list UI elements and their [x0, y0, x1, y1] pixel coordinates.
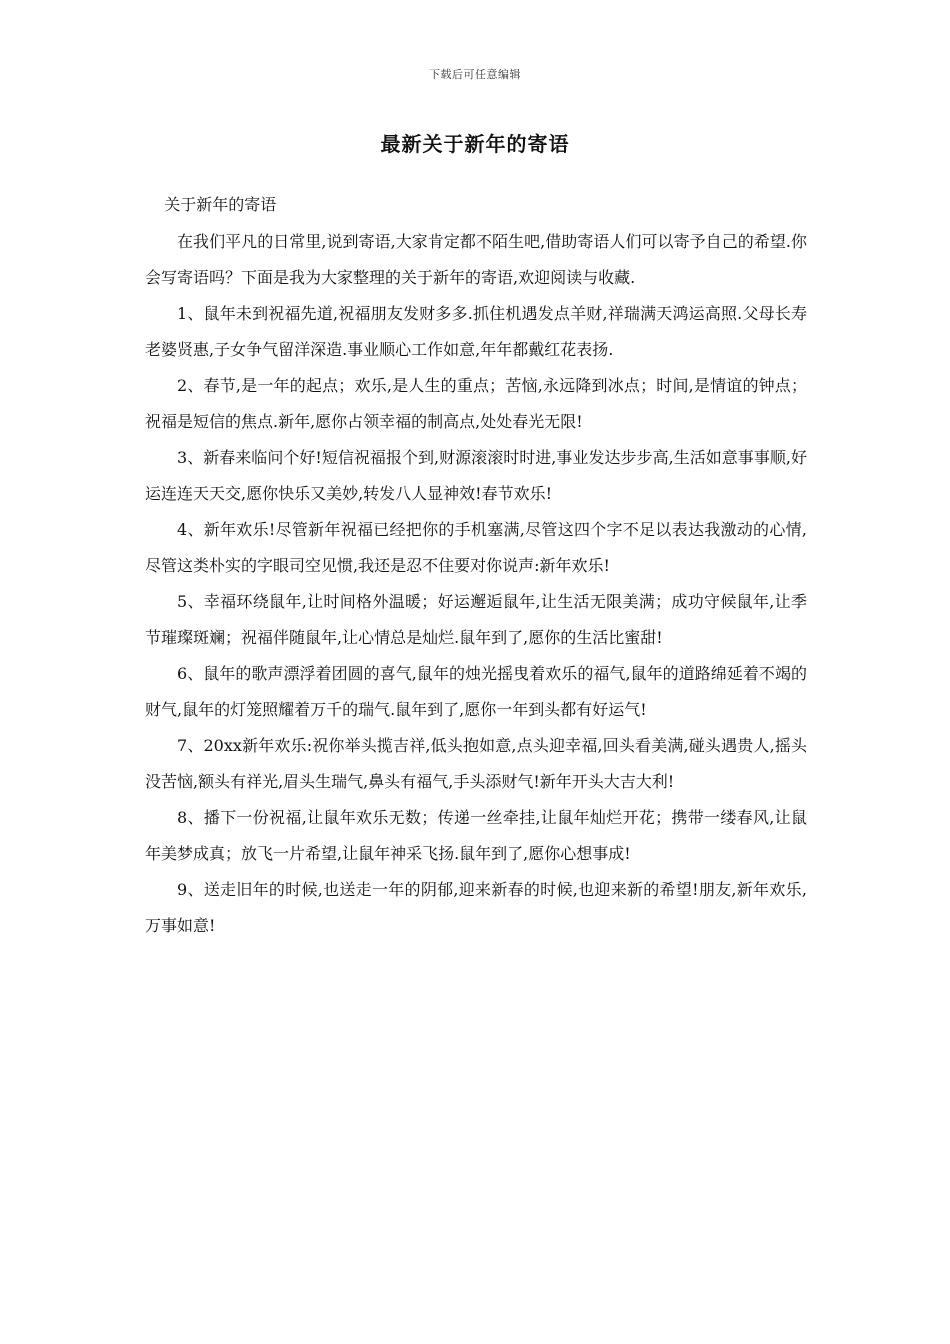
- greeting-item-7: 7、20xx新年欢乐:祝你举头揽吉祥,低头抱如意,点头迎幸福,回头看美满,碰头遇贵人,摇头没苦恼,额头有祥光,眉头生瑞气,鼻头有福气,手头添财气!新年开头大吉大利!: [145, 736, 807, 791]
- header-note: 下载后可任意编辑: [429, 68, 521, 81]
- intro-paragraph: 在我们平凡的日常里,说到寄语,大家肯定都不陌生吧,借助寄语人们可以寄予自己的希望.你会写寄语吗？下面是我为大家整理的关于新年的寄语,欢迎阅读与收藏.: [145, 232, 807, 287]
- document-body: [145, 190, 807, 944]
- greeting-item-9: 9、送走旧年的时候,也送走一年的阴郁,迎来新春的时候,也迎来新的希望!朋友,新年欢乐,万事如意!: [145, 880, 807, 935]
- greeting-item-8: 8、播下一份祝福,让鼠年欢乐无数；传递一丝牵挂,让鼠年灿烂开花；携带一缕春风,让鼠年美梦成真；放飞一片希望,让鼠年神采飞扬.鼠年到了,愿你心想事成!: [145, 808, 807, 863]
- greeting-item-6: 6、鼠年的歌声漂浮着团圆的喜气,鼠年的烛光摇曳着欢乐的福气,鼠年的道路绵延着不竭的财气,鼠年的灯笼照耀着万千的瑞气.鼠年到了,愿你一年到头都有好运气!: [145, 664, 807, 719]
- greeting-item-4: 4、新年欢乐!尽管新年祝福已经把你的手机塞满,尽管这四个字不足以表达我激动的心情,尽管这类朴实的字眼司空见惯,我还是忍不住要对你说声:新年欢乐!: [145, 520, 807, 575]
- greeting-item-3: 3、新春来临问个好!短信祝福报个到,财源滚滚时时进,事业发达步步高,生活如意事事顺,好运连连天天交,愿你快乐又美妙,转发八人显神效!春节欢乐!: [145, 448, 807, 503]
- greeting-item-1: 1、鼠年未到祝福先道,祝福朋友发财多多.抓住机遇发点羊财,祥瑞满天鸿运高照.父母长寿老婆贤惠,子女争气留洋深造.事业顺心工作如意,年年都戴红花表扬.: [145, 304, 807, 359]
- subtitle: 关于新年的寄语: [164, 195, 277, 214]
- greeting-item-5: 5、幸福环绕鼠年,让时间格外温暖；好运邂逅鼠年,让生活无限美满；成功守候鼠年,让季节璀璨斑斓；祝福伴随鼠年,让心情总是灿烂.鼠年到了,愿你的生活比蜜甜!: [145, 592, 807, 647]
- greeting-item-2: 2、春节,是一年的起点；欢乐,是人生的重点；苦恼,永远降到冰点；时间,是情谊的钟点；祝福是短信的焦点.新年,愿你占领幸福的制高点,处处春光无限!: [145, 376, 807, 431]
- document-title: 最新关于新年的寄语: [380, 132, 570, 156]
